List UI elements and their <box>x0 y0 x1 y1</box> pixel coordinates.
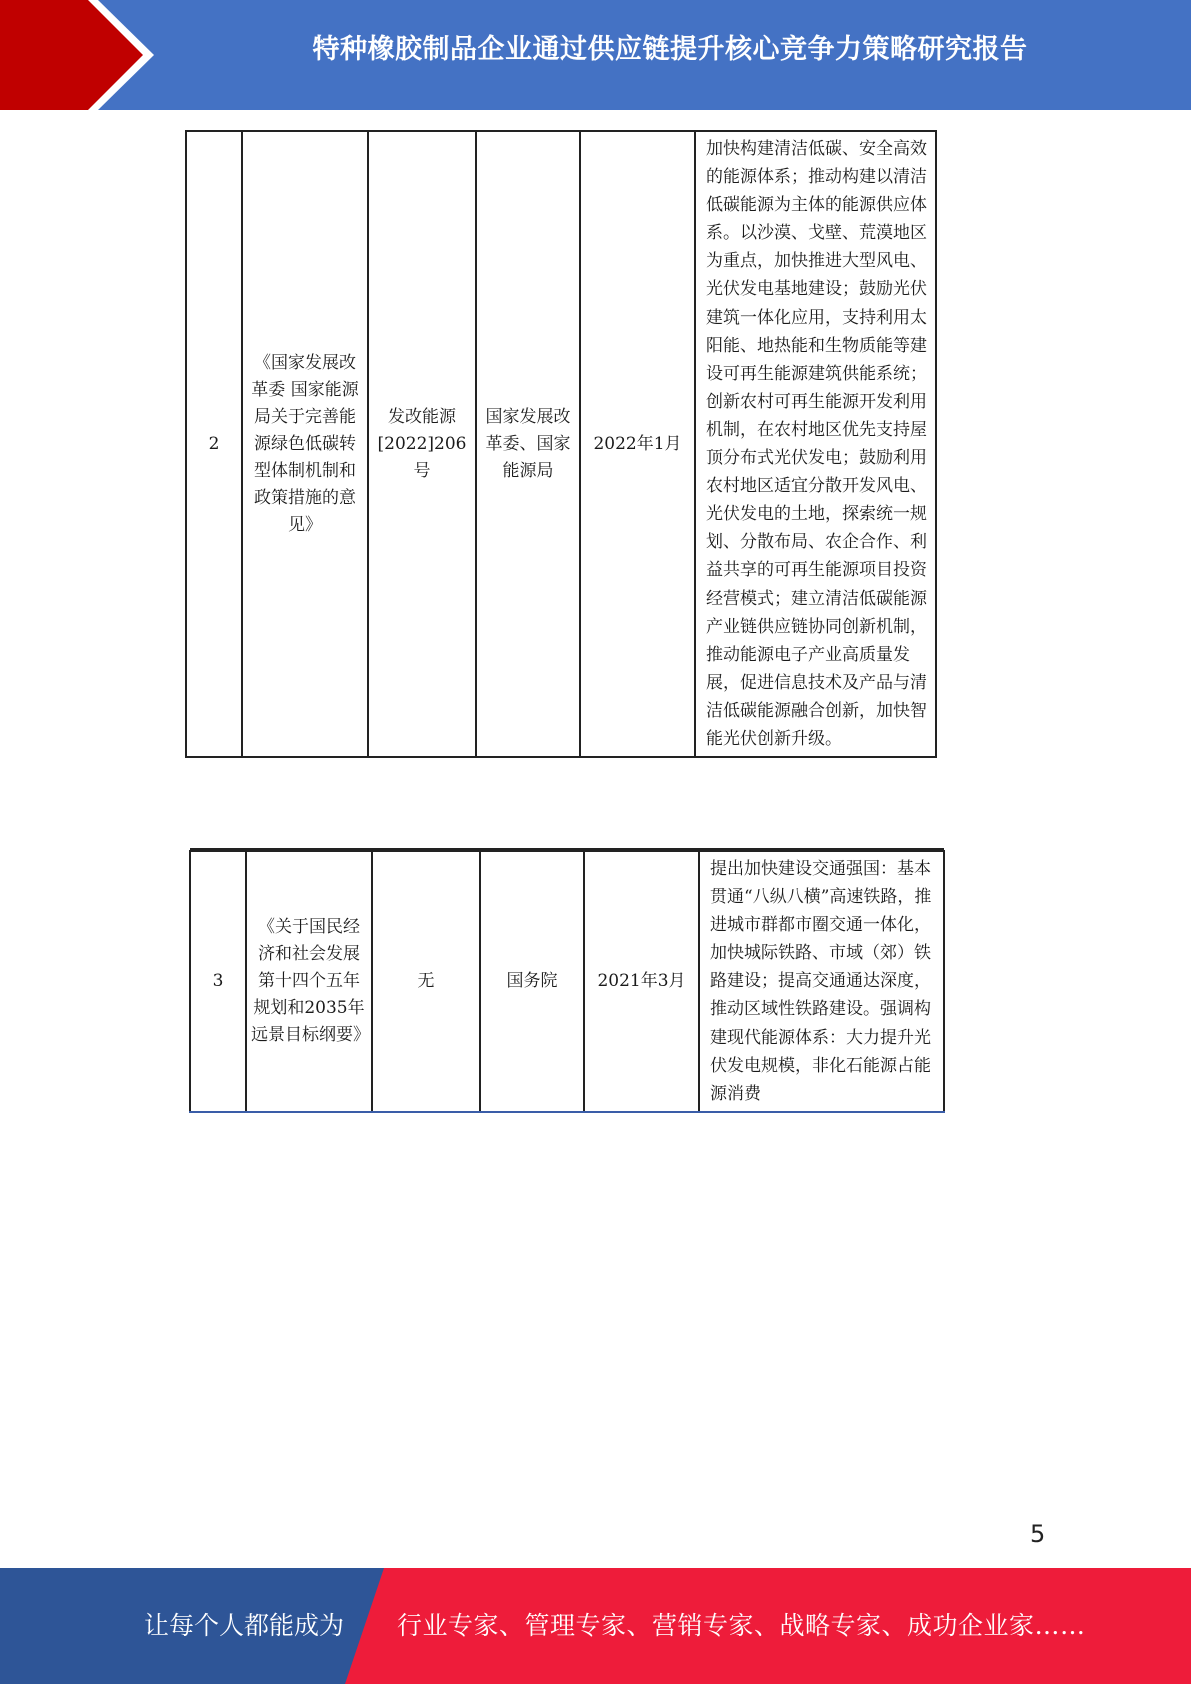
table-row <box>186 131 936 757</box>
table-row <box>190 851 944 1112</box>
page-footer <box>0 1568 1191 1684</box>
policy-content: 提出加快建设交通强国：基本贯通“八纵八横”高速铁路，推进城市群都市圈交通一体化，加快城际铁路、市域（郊）铁路建设；提高交通通达深度，推动区域性铁路建设。强调构建现代能源体系：大力提升光伏发电规模，非化石能源占能源消费 <box>699 851 944 1112</box>
page-header <box>0 0 1191 110</box>
issue-date: 2021年3月 <box>584 851 699 1112</box>
footer-slogan-left: 让每个人都能成为 <box>144 1611 345 1640</box>
issue-date: 2022年1月 <box>580 131 695 757</box>
report-title: 特种橡胶制品企业通过供应链提升核心竞争力策略研究报告 <box>312 34 1028 65</box>
issuing-authority: 国务院 <box>480 851 584 1112</box>
policy-table-row-3 <box>189 848 945 1113</box>
row-index: 3 <box>190 851 246 1112</box>
policy-content: 加快构建清洁低碳、安全高效的能源体系；推动构建以清洁低碳能源为主体的能源供应体系。以沙漠、戈壁、荒漠地区为重点，加快推进大型风电、光伏发电基地建设；鼓励光伏建筑一体化应用，支持利用太阳能、地热能和生物质能等建设可再生能源建筑供能系统；创新农村可再生能源开发利用机制，在农村地区优先支持屋顶分布式光伏发电；鼓励利用农村地区适宜分散开发风电、光伏发电的土地，探索统一规划、分散布局、农企合作、利益共享的可再生能源项目投资经营模式；建立清洁低碳能源产业链供应链协同创新机制，推动能源电子产业高质量发展，促进信息技术及产品与清洁低碳能源融合创新，加快智能光伏创新升级。 <box>695 131 936 757</box>
document-number: 无 <box>372 851 480 1112</box>
document-number: 发改能源[2022]206号 <box>368 131 476 757</box>
footer-slogan-right: 行业专家、管理专家、营销专家、战略专家、成功企业家…… <box>397 1611 1086 1640</box>
row-index: 2 <box>186 131 242 757</box>
policy-name: 《关于国民经济和社会发展第十四个五年规划和2035年远景目标纲要》 <box>246 851 372 1112</box>
issuing-authority: 国家发展改革委、国家能源局 <box>476 131 580 757</box>
policy-name: 《国家发展改革委 国家能源局关于完善能源绿色低碳转型体制机制和政策措施的意见》 <box>242 131 368 757</box>
page-number: 5 <box>1030 1520 1046 1548</box>
policy-table-row-2 <box>185 130 937 758</box>
